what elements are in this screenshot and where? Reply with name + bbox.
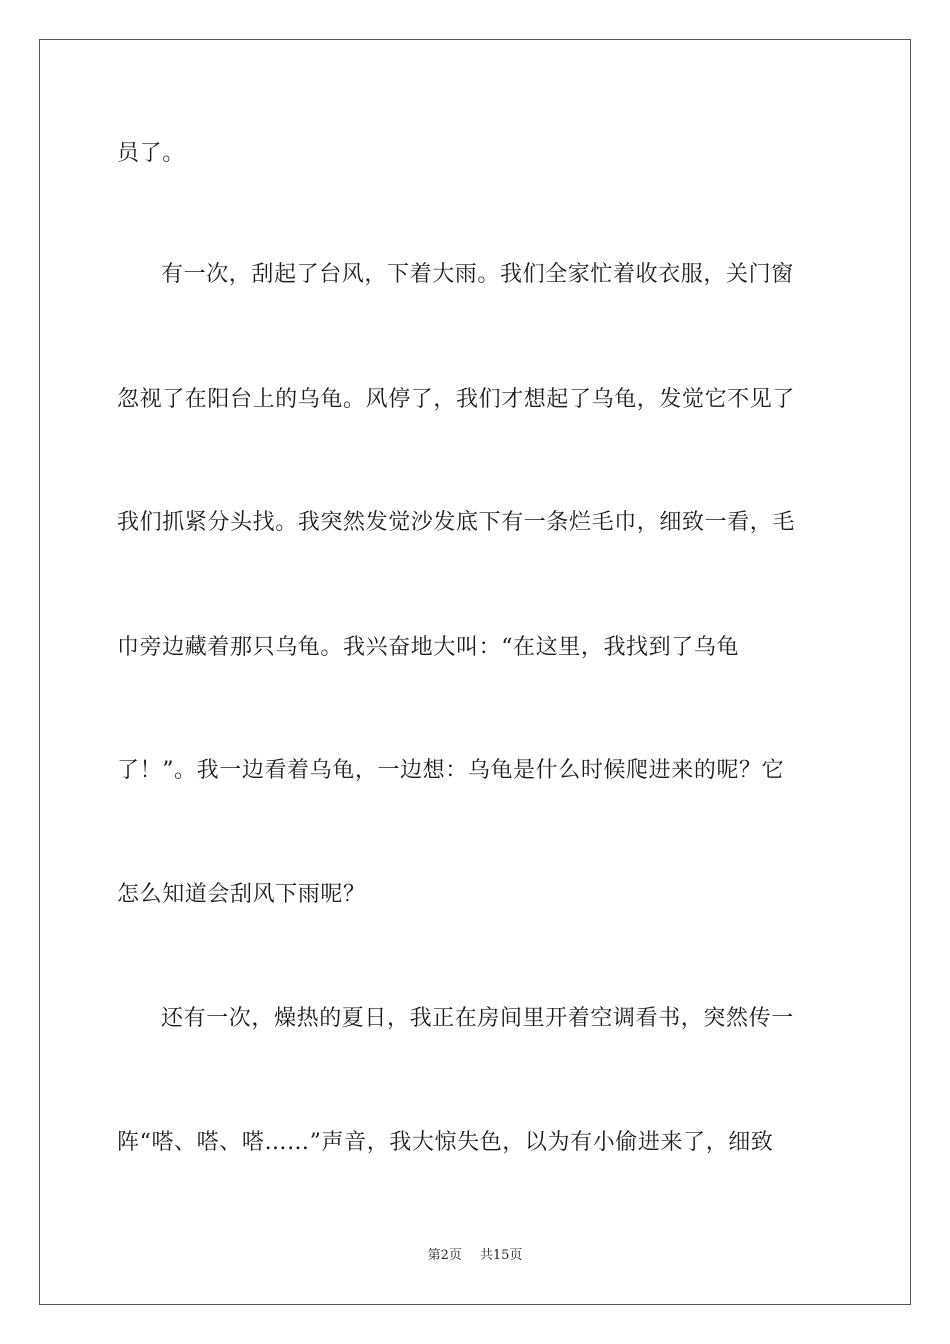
paragraph-first-line: 有一次，刮起了台风，下着大雨。我们全家忙着收衣服，关门窗 [161, 262, 794, 287]
paragraph-first-line: 还有一次，燥热的夏日，我正在房间里开着空调看书，突然传一 [161, 1006, 794, 1031]
text-line: 怎么知道会刮风下雨呢？ [117, 882, 366, 907]
page-total: 共15页 [479, 1248, 523, 1263]
page-number: 第2页 [427, 1248, 462, 1263]
text-line: 了！”。我一边看着乌龟，一边想：乌龟是什么时候爬进来的呢？它 [117, 758, 785, 783]
text-line: 阵“嗒、嗒、嗒……”声音，我大惊失色，以为有小偷进来了，细致 [117, 1130, 774, 1155]
page-border [39, 39, 911, 1305]
text-line: 巾旁边藏着那只乌龟。我兴奋地大叫：“在这里，我找到了乌龟 [117, 635, 740, 660]
text-line: 员了。 [117, 141, 185, 166]
page-footer [0, 1247, 950, 1265]
text-line: 我们抓紧分头找。我突然发觉沙发底下有一条烂毛巾，细致一看，毛 [117, 510, 796, 535]
text-line: 忽视了在阳台上的乌龟。风停了，我们才想起了乌龟，发觉它不见了 [117, 387, 796, 412]
